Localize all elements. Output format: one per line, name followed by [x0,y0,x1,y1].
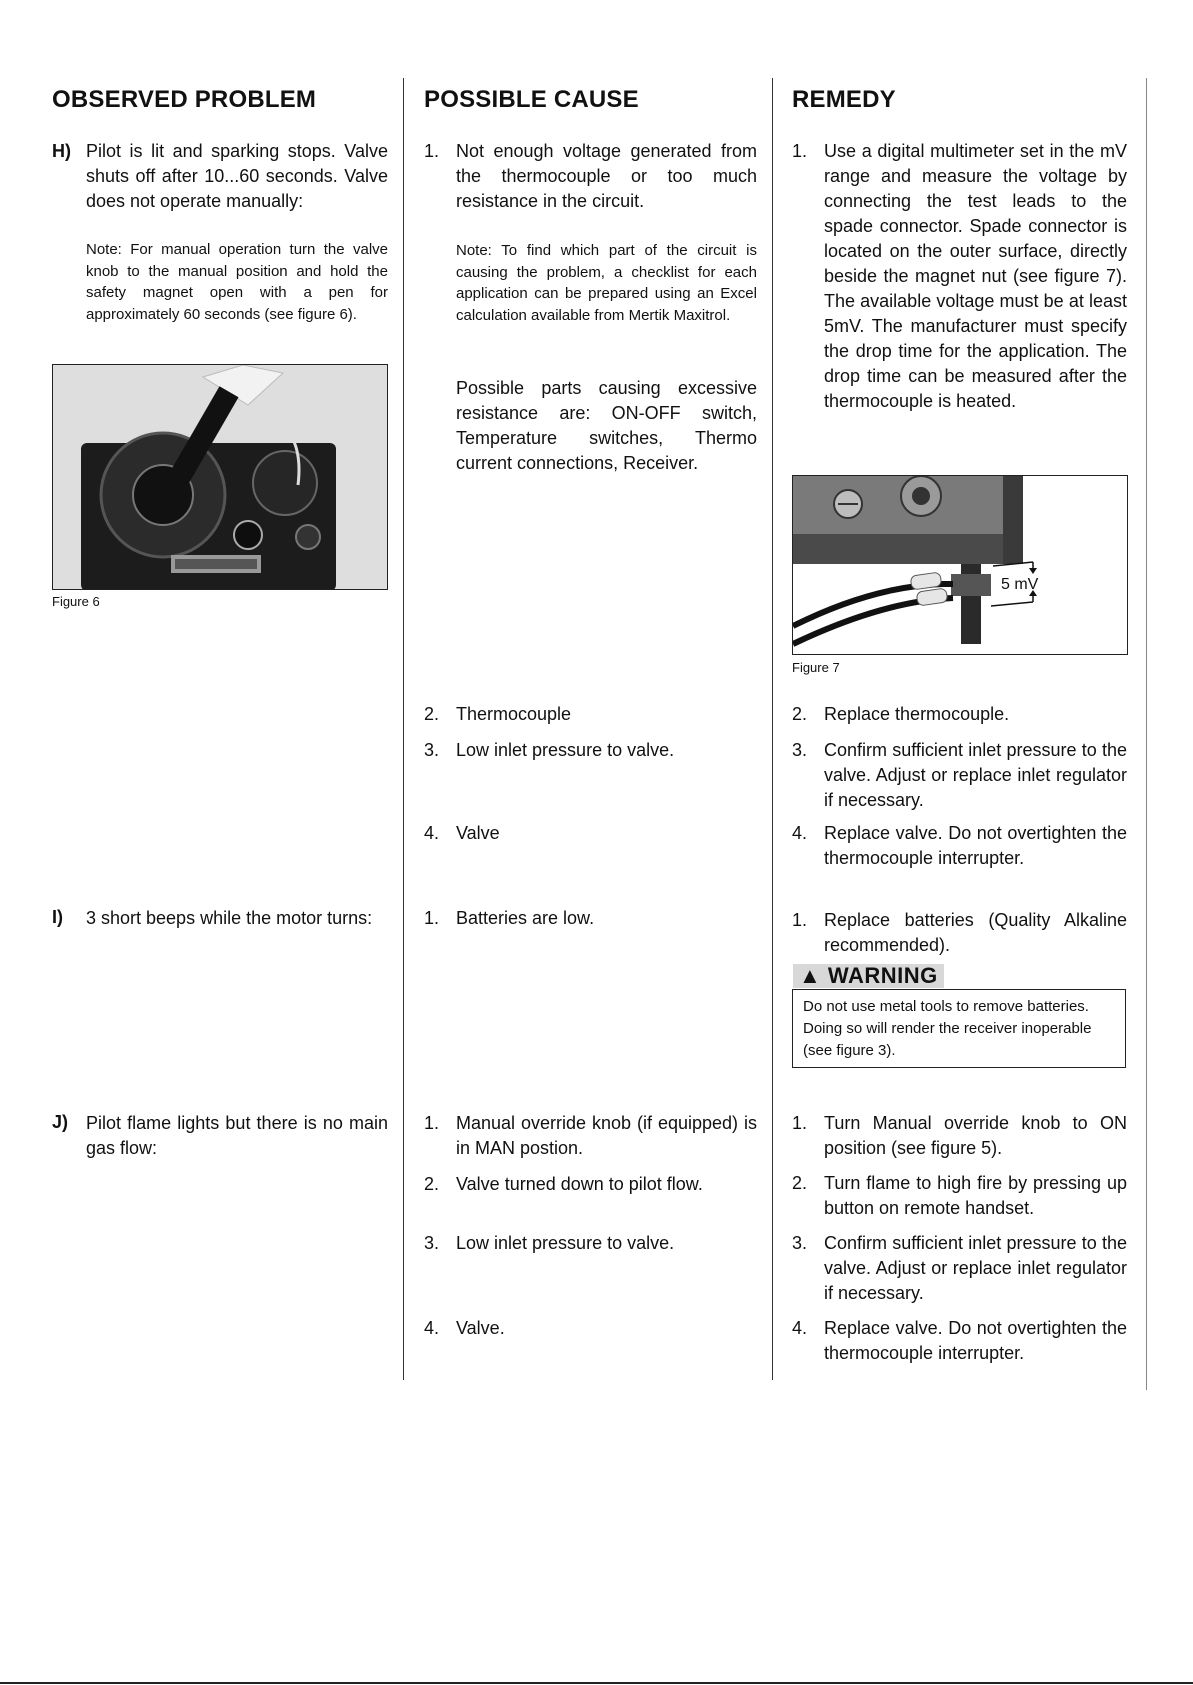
figure-6-photo [52,364,388,590]
remedy-j-4-num: 4. [792,1318,808,1338]
figure-6-caption: Figure 6 [52,594,100,609]
cause-i-1-text: Batteries are low. [456,908,595,928]
cause-j-1-num: 1. [424,1113,440,1133]
cause-j-1-text: Manual override knob (if equipped) is in MAN postion. [456,1113,757,1158]
page-bottom-rule [0,1682,1193,1684]
column-divider-right [772,78,773,1380]
problem-i-text: 3 short beeps while the motor turns: [86,908,373,928]
remedy-h-1-text: Use a digital multimeter set in the mV range and measure the voltage by connecting the test leads to the spade connector. Spade connector is located on the outer surface, directly beside the magnet nut (see figure 7). The available voltage must be at least 5mV. The manufacturer must specify the drop time for the application. The drop time can be measured after the thermocouple is heated. [824,141,1127,411]
warning-title [793,964,944,988]
figure-7-voltage-label: 5 mV [1001,576,1039,593]
remedy-j-4-text: Replace valve. Do not overtighten the thermocouple interrupter. [824,1318,1127,1363]
remedy-h-2-text: Replace thermocouple. [824,704,1010,724]
remedy-j-2-text: Turn flame to high fire by pressing up button on remote handset. [824,1173,1127,1218]
column-divider-left [403,78,404,1380]
cause-h-2-text: Thermocouple [456,704,572,724]
problem-letter-h: H) [52,141,71,161]
figure-7-photo [792,475,1128,655]
remedy-j-3-text: Confirm sufficient inlet pressure to the valve. Adjust or replace inlet regulator if necessary. [824,1233,1127,1303]
remedy-h-4-num: 4. [792,823,808,843]
cause-h-1-num: 1. [424,141,440,161]
cause-h-1-text: Not enough voltage generated from the thermocouple or too much resistance in the circuit. [456,141,757,211]
cause-h-3-num: 3. [424,740,440,760]
cause-h-1-extra: Possible parts causing excessive resistance are: ON-OFF switch, Temperature switches, Thermo current connections, Receiver. [456,378,757,473]
cause-i-1-num: 1. [424,908,440,928]
problem-j-text: Pilot flame lights but there is no main gas flow: [86,1113,388,1158]
header-observed-problem: OBSERVED PROBLEM [52,86,317,113]
remedy-i-1-num: 1. [792,910,808,930]
warning-box [792,989,1126,1068]
valve-photo-illustration [53,365,388,590]
header-possible-cause: POSSIBLE CAUSE [424,86,639,113]
remedy-j-3-num: 3. [792,1233,808,1253]
remedy-j-1-num: 1. [792,1113,808,1133]
header-remedy: REMEDY [792,86,896,113]
problem-h-note: Note: For manual operation turn the valve knob to the manual position and hold the safety magnet open with a pen for approximately 60 seconds (see figure 6). [86,241,388,323]
warning-title-text: WARNING [827,963,938,988]
cause-h-2-num: 2. [424,704,440,724]
problem-letter-i: I) [52,907,63,927]
cause-j-4-num: 4. [424,1318,440,1338]
cause-j-4-text: Valve. [456,1318,505,1338]
remedy-h-2-num: 2. [792,704,808,724]
cause-j-3-num: 3. [424,1233,440,1253]
remedy-h-4-text: Replace valve. Do not overtighten the thermocouple interrupter. [824,823,1127,868]
remedy-i-1-text: Replace batteries (Quality Alkaline recommended). [824,910,1127,955]
column-divider-outer [1146,78,1147,1390]
figure-7-caption: Figure 7 [792,660,840,675]
remedy-h-3-num: 3. [792,740,808,760]
remedy-h-1-num: 1. [792,141,808,161]
remedy-h-3-text: Confirm sufficient inlet pressure to the valve. Adjust or replace inlet regulator if necessary. [824,740,1127,810]
cause-h-4-num: 4. [424,823,440,843]
cause-h-4-text: Valve [456,823,500,843]
remedy-j-1-text: Turn Manual override knob to ON position (see figure 5). [824,1113,1127,1158]
cause-j-3-text: Low inlet pressure to valve. [456,1233,675,1253]
cause-j-2-num: 2. [424,1174,440,1194]
cause-h-3-text: Low inlet pressure to valve. [456,740,675,760]
cause-j-2-text: Valve turned down to pilot flow. [456,1174,703,1194]
thermocouple-diagram [793,476,1128,655]
problem-letter-j: J) [52,1112,69,1132]
problem-h-text: Pilot is lit and sparking stops. Valve shuts off after 10...60 seconds. Valve does not operate manually: [86,141,388,211]
warning-icon: ▲ [799,963,822,988]
cause-h-1-note: Note: To find which part of the circuit is causing the problem, a checklist for each application can be prepared using an Excel calculation available from Mertik Maxitrol. [456,242,757,324]
remedy-j-2-num: 2. [792,1173,808,1193]
warning-text: Do not use metal tools to remove batteries. Doing so will render the receiver inoperable (see figure 3). [803,998,1092,1059]
